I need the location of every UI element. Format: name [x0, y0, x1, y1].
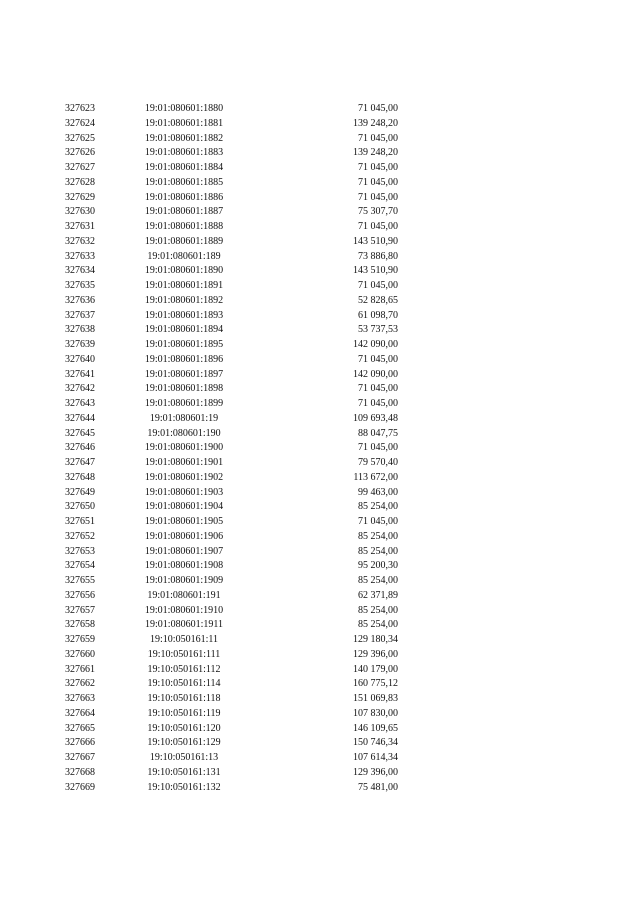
- cadastral-number-cell: 19:10:050161:114: [147, 678, 221, 690]
- record-id-cell: 327639: [65, 339, 95, 350]
- amount-cell: 71 045,00: [358, 162, 398, 173]
- amount-cell: 113 672,00: [353, 471, 398, 483]
- amount-cell: 71 045,00: [358, 221, 398, 232]
- amount-cell: 85 254,00: [358, 575, 398, 586]
- amount-cell: 107 830,00: [353, 707, 398, 719]
- amount-cell: 71 045,00: [358, 280, 398, 291]
- record-id-cell: 327641: [65, 368, 95, 380]
- amount-cell: 140 179,00: [353, 663, 398, 675]
- table-row: [0, 338, 640, 353]
- table-row: [0, 471, 640, 486]
- cadastral-number-cell: 19:01:080601:1899: [144, 398, 224, 409]
- cadastral-number-cell: 19:10:050161:129: [147, 737, 221, 749]
- amount-cell: 71 045,00: [358, 383, 398, 395]
- cadastral-number-cell: 19:10:050161:11: [150, 634, 218, 645]
- cadastral-number-cell: 19:01:080601:1887: [144, 206, 224, 218]
- record-id-cell: 327668: [65, 766, 95, 778]
- cadastral-number-cell: 19:01:080601:1888: [144, 221, 224, 232]
- cadastral-number-cell: 19:01:080601:1894: [144, 324, 224, 336]
- table-row: [0, 441, 640, 456]
- cadastral-number-cell: 19:01:080601:1892: [144, 294, 224, 306]
- amount-cell: 71 045,00: [358, 398, 398, 409]
- amount-cell: 150 746,34: [353, 737, 398, 749]
- amount-cell: 61 098,70: [358, 309, 398, 321]
- amount-cell: 71 045,00: [358, 103, 398, 114]
- cadastral-number-cell: 19:10:050161:13: [149, 752, 219, 763]
- cadastral-number-cell: 19:01:080601:189: [147, 250, 221, 262]
- record-id-cell: 327647: [65, 457, 95, 468]
- table-row: [0, 146, 640, 161]
- cadastral-number-cell: 19:01:080601:1882: [144, 132, 224, 144]
- record-id-cell: 327638: [65, 324, 95, 336]
- cadastral-number-cell: 19:01:080601:1906: [144, 530, 224, 542]
- amount-cell: 71 045,00: [358, 132, 398, 144]
- amount-cell: 143 510,90: [353, 235, 398, 247]
- amount-cell: 88 047,75: [358, 427, 398, 439]
- table-row: [0, 161, 640, 176]
- table-row: [0, 235, 640, 250]
- table-row: [0, 382, 640, 397]
- amount-cell: 53 737,53: [358, 324, 398, 336]
- table-row: [0, 309, 640, 324]
- table-row: [0, 663, 640, 678]
- cadastral-number-cell: 19:01:080601:1881: [144, 117, 224, 129]
- table-row: [0, 102, 640, 117]
- table-row: [0, 751, 640, 766]
- table-row: [0, 205, 640, 220]
- table-row: [0, 515, 640, 530]
- record-id-cell: 327629: [65, 191, 95, 203]
- record-id-cell: 327655: [65, 575, 95, 586]
- cadastral-number-cell: 19:01:080601:1885: [144, 176, 224, 188]
- cadastral-number-cell: 19:01:080601:1897: [144, 368, 224, 380]
- cadastral-number-cell: 19:01:080601:1911: [145, 619, 223, 631]
- record-id-cell: 327632: [65, 235, 95, 247]
- cadastral-number-cell: 19:01:080601:1883: [144, 147, 224, 159]
- cadastral-number-cell: 19:01:080601:1905: [144, 516, 224, 527]
- amount-cell: 160 775,12: [353, 678, 398, 690]
- cadastral-number-cell: 19:01:080601:1908: [144, 560, 224, 572]
- record-id-cell: 327649: [65, 486, 95, 498]
- table-row: [0, 427, 640, 442]
- table-row: [0, 530, 640, 545]
- table-row: [0, 618, 640, 633]
- amount-cell: 142 090,00: [353, 339, 398, 350]
- table-row: [0, 545, 640, 560]
- table-row: [0, 707, 640, 722]
- cadastral-number-cell: 19:01:080601:1901: [144, 457, 224, 468]
- cadastral-number-cell: 19:01:080601:1890: [144, 265, 224, 277]
- table-row: [0, 574, 640, 589]
- data-table: [0, 102, 640, 795]
- record-id-cell: 327643: [65, 398, 95, 409]
- amount-cell: 71 045,00: [358, 442, 398, 454]
- table-row: [0, 264, 640, 279]
- table-row: [0, 722, 640, 737]
- table-row: [0, 279, 640, 294]
- amount-cell: 139 248,20: [353, 147, 398, 159]
- record-id-cell: 327642: [65, 383, 95, 395]
- cadastral-number-cell: 19:01:080601:190: [147, 427, 221, 439]
- amount-cell: 85 254,00: [358, 501, 398, 513]
- cadastral-number-cell: 19:01:080601:1904: [144, 501, 224, 513]
- amount-cell: 143 510,90: [353, 265, 398, 277]
- record-id-cell: 327662: [65, 678, 95, 690]
- amount-cell: 107 614,34: [353, 752, 398, 763]
- record-id-cell: 327624: [65, 117, 95, 129]
- cadastral-number-cell: 19:01:080601:19: [149, 412, 219, 424]
- table-row: [0, 736, 640, 751]
- amount-cell: 52 828,65: [358, 294, 398, 306]
- cadastral-number-cell: 19:01:080601:1891: [144, 280, 224, 291]
- record-id-cell: 327657: [65, 604, 95, 616]
- record-id-cell: 327631: [65, 221, 95, 232]
- table-row: [0, 117, 640, 132]
- table-row: [0, 368, 640, 383]
- cadastral-number-cell: 19:01:080601:1903: [144, 486, 224, 498]
- table-row: [0, 589, 640, 604]
- amount-cell: 142 090,00: [353, 368, 398, 380]
- cadastral-number-cell: 19:01:080601:1910: [144, 604, 224, 616]
- record-id-cell: 327627: [65, 162, 95, 173]
- cadastral-number-cell: 19:01:080601:1884: [144, 162, 224, 173]
- amount-cell: 99 463,00: [358, 486, 398, 498]
- table-row: [0, 250, 640, 265]
- record-id-cell: 327628: [65, 176, 95, 188]
- amount-cell: 71 045,00: [358, 353, 398, 365]
- amount-cell: 71 045,00: [358, 176, 398, 188]
- cadastral-number-cell: 19:01:080601:1907: [144, 545, 224, 557]
- amount-cell: 73 886,80: [358, 250, 398, 262]
- record-id-cell: 327650: [65, 501, 95, 513]
- record-id-cell: 327660: [65, 648, 95, 660]
- record-id-cell: 327663: [65, 693, 95, 704]
- table-row: [0, 176, 640, 191]
- record-id-cell: 327652: [65, 530, 95, 542]
- cadastral-number-cell: 19:01:080601:1896: [144, 353, 224, 365]
- record-id-cell: 327633: [65, 250, 95, 262]
- record-id-cell: 327667: [65, 752, 95, 763]
- cadastral-number-cell: 19:01:080601:1880: [144, 103, 224, 114]
- amount-cell: 139 248,20: [353, 117, 398, 129]
- record-id-cell: 327637: [65, 309, 95, 321]
- record-id-cell: 327661: [65, 663, 95, 675]
- table-row: [0, 397, 640, 412]
- record-id-cell: 327640: [65, 353, 95, 365]
- cadastral-number-cell: 19:10:050161:120: [147, 722, 221, 734]
- cadastral-number-cell: 19:01:080601:191: [147, 589, 221, 601]
- record-id-cell: 327646: [65, 442, 95, 454]
- table-row: [0, 132, 640, 147]
- record-id-cell: 327651: [65, 516, 95, 527]
- amount-cell: 146 109,65: [353, 722, 398, 734]
- cadastral-number-cell: 19:10:050161:112: [147, 663, 221, 675]
- cadastral-number-cell: 19:01:080601:1895: [144, 339, 224, 350]
- record-id-cell: 327623: [65, 103, 95, 114]
- amount-cell: 71 045,00: [358, 516, 398, 527]
- amount-cell: 75 307,70: [358, 206, 398, 218]
- record-id-cell: 327630: [65, 206, 95, 218]
- amount-cell: 109 693,48: [353, 412, 398, 424]
- record-id-cell: 327648: [65, 471, 95, 483]
- table-row: [0, 191, 640, 206]
- amount-cell: 62 371,89: [358, 589, 398, 601]
- table-row: [0, 323, 640, 338]
- amount-cell: 85 254,00: [358, 619, 398, 631]
- table-row: [0, 692, 640, 707]
- table-row: [0, 412, 640, 427]
- record-id-cell: 327644: [65, 412, 95, 424]
- record-id-cell: 327656: [65, 589, 95, 601]
- table-row: [0, 294, 640, 309]
- record-id-cell: 327645: [65, 427, 95, 439]
- cadastral-number-cell: 19:01:080601:1902: [144, 471, 224, 483]
- cadastral-number-cell: 19:10:050161:111: [147, 648, 221, 660]
- record-id-cell: 327653: [65, 545, 95, 557]
- record-id-cell: 327634: [65, 265, 95, 277]
- table-row: [0, 220, 640, 235]
- cadastral-number-cell: 19:01:080601:1893: [144, 309, 224, 321]
- amount-cell: 85 254,00: [358, 604, 398, 616]
- amount-cell: 129 180,34: [353, 634, 398, 645]
- amount-cell: 129 396,00: [353, 648, 398, 660]
- table-row: [0, 633, 640, 648]
- amount-cell: 75 481,00: [358, 781, 398, 793]
- cadastral-number-cell: 19:01:080601:1889: [144, 235, 224, 247]
- amount-cell: 79 570,40: [358, 457, 398, 468]
- cadastral-number-cell: 19:01:080601:1909: [144, 575, 224, 586]
- cadastral-number-cell: 19:10:050161:119: [147, 707, 221, 719]
- record-id-cell: 327666: [65, 737, 95, 749]
- cadastral-number-cell: 19:10:050161:118: [147, 693, 221, 704]
- cadastral-number-cell: 19:10:050161:132: [147, 781, 221, 793]
- record-id-cell: 327664: [65, 707, 95, 719]
- record-id-cell: 327658: [65, 619, 95, 631]
- table-row: [0, 500, 640, 515]
- amount-cell: 71 045,00: [358, 191, 398, 203]
- table-row: [0, 604, 640, 619]
- amount-cell: 85 254,00: [358, 530, 398, 542]
- table-row: [0, 677, 640, 692]
- record-id-cell: 327636: [65, 294, 95, 306]
- cadastral-number-cell: 19:01:080601:1898: [144, 383, 224, 395]
- record-id-cell: 327659: [65, 634, 95, 645]
- table-row: [0, 486, 640, 501]
- table-row: [0, 559, 640, 574]
- record-id-cell: 327626: [65, 147, 95, 159]
- table-row: [0, 353, 640, 368]
- record-id-cell: 327665: [65, 722, 95, 734]
- record-id-cell: 327625: [65, 132, 95, 144]
- cadastral-number-cell: 19:01:080601:1900: [144, 442, 224, 454]
- record-id-cell: 327654: [65, 560, 95, 572]
- record-id-cell: 327669: [65, 781, 95, 793]
- table-row: [0, 456, 640, 471]
- cadastral-number-cell: 19:01:080601:1886: [144, 191, 224, 203]
- cadastral-number-cell: 19:10:050161:131: [147, 766, 221, 778]
- amount-cell: 85 254,00: [358, 545, 398, 557]
- table-row: [0, 781, 640, 796]
- table-row: [0, 766, 640, 781]
- amount-cell: 151 069,83: [353, 693, 398, 704]
- amount-cell: 129 396,00: [353, 766, 398, 778]
- amount-cell: 95 200,30: [358, 560, 398, 572]
- record-id-cell: 327635: [65, 280, 95, 291]
- table-row: [0, 648, 640, 663]
